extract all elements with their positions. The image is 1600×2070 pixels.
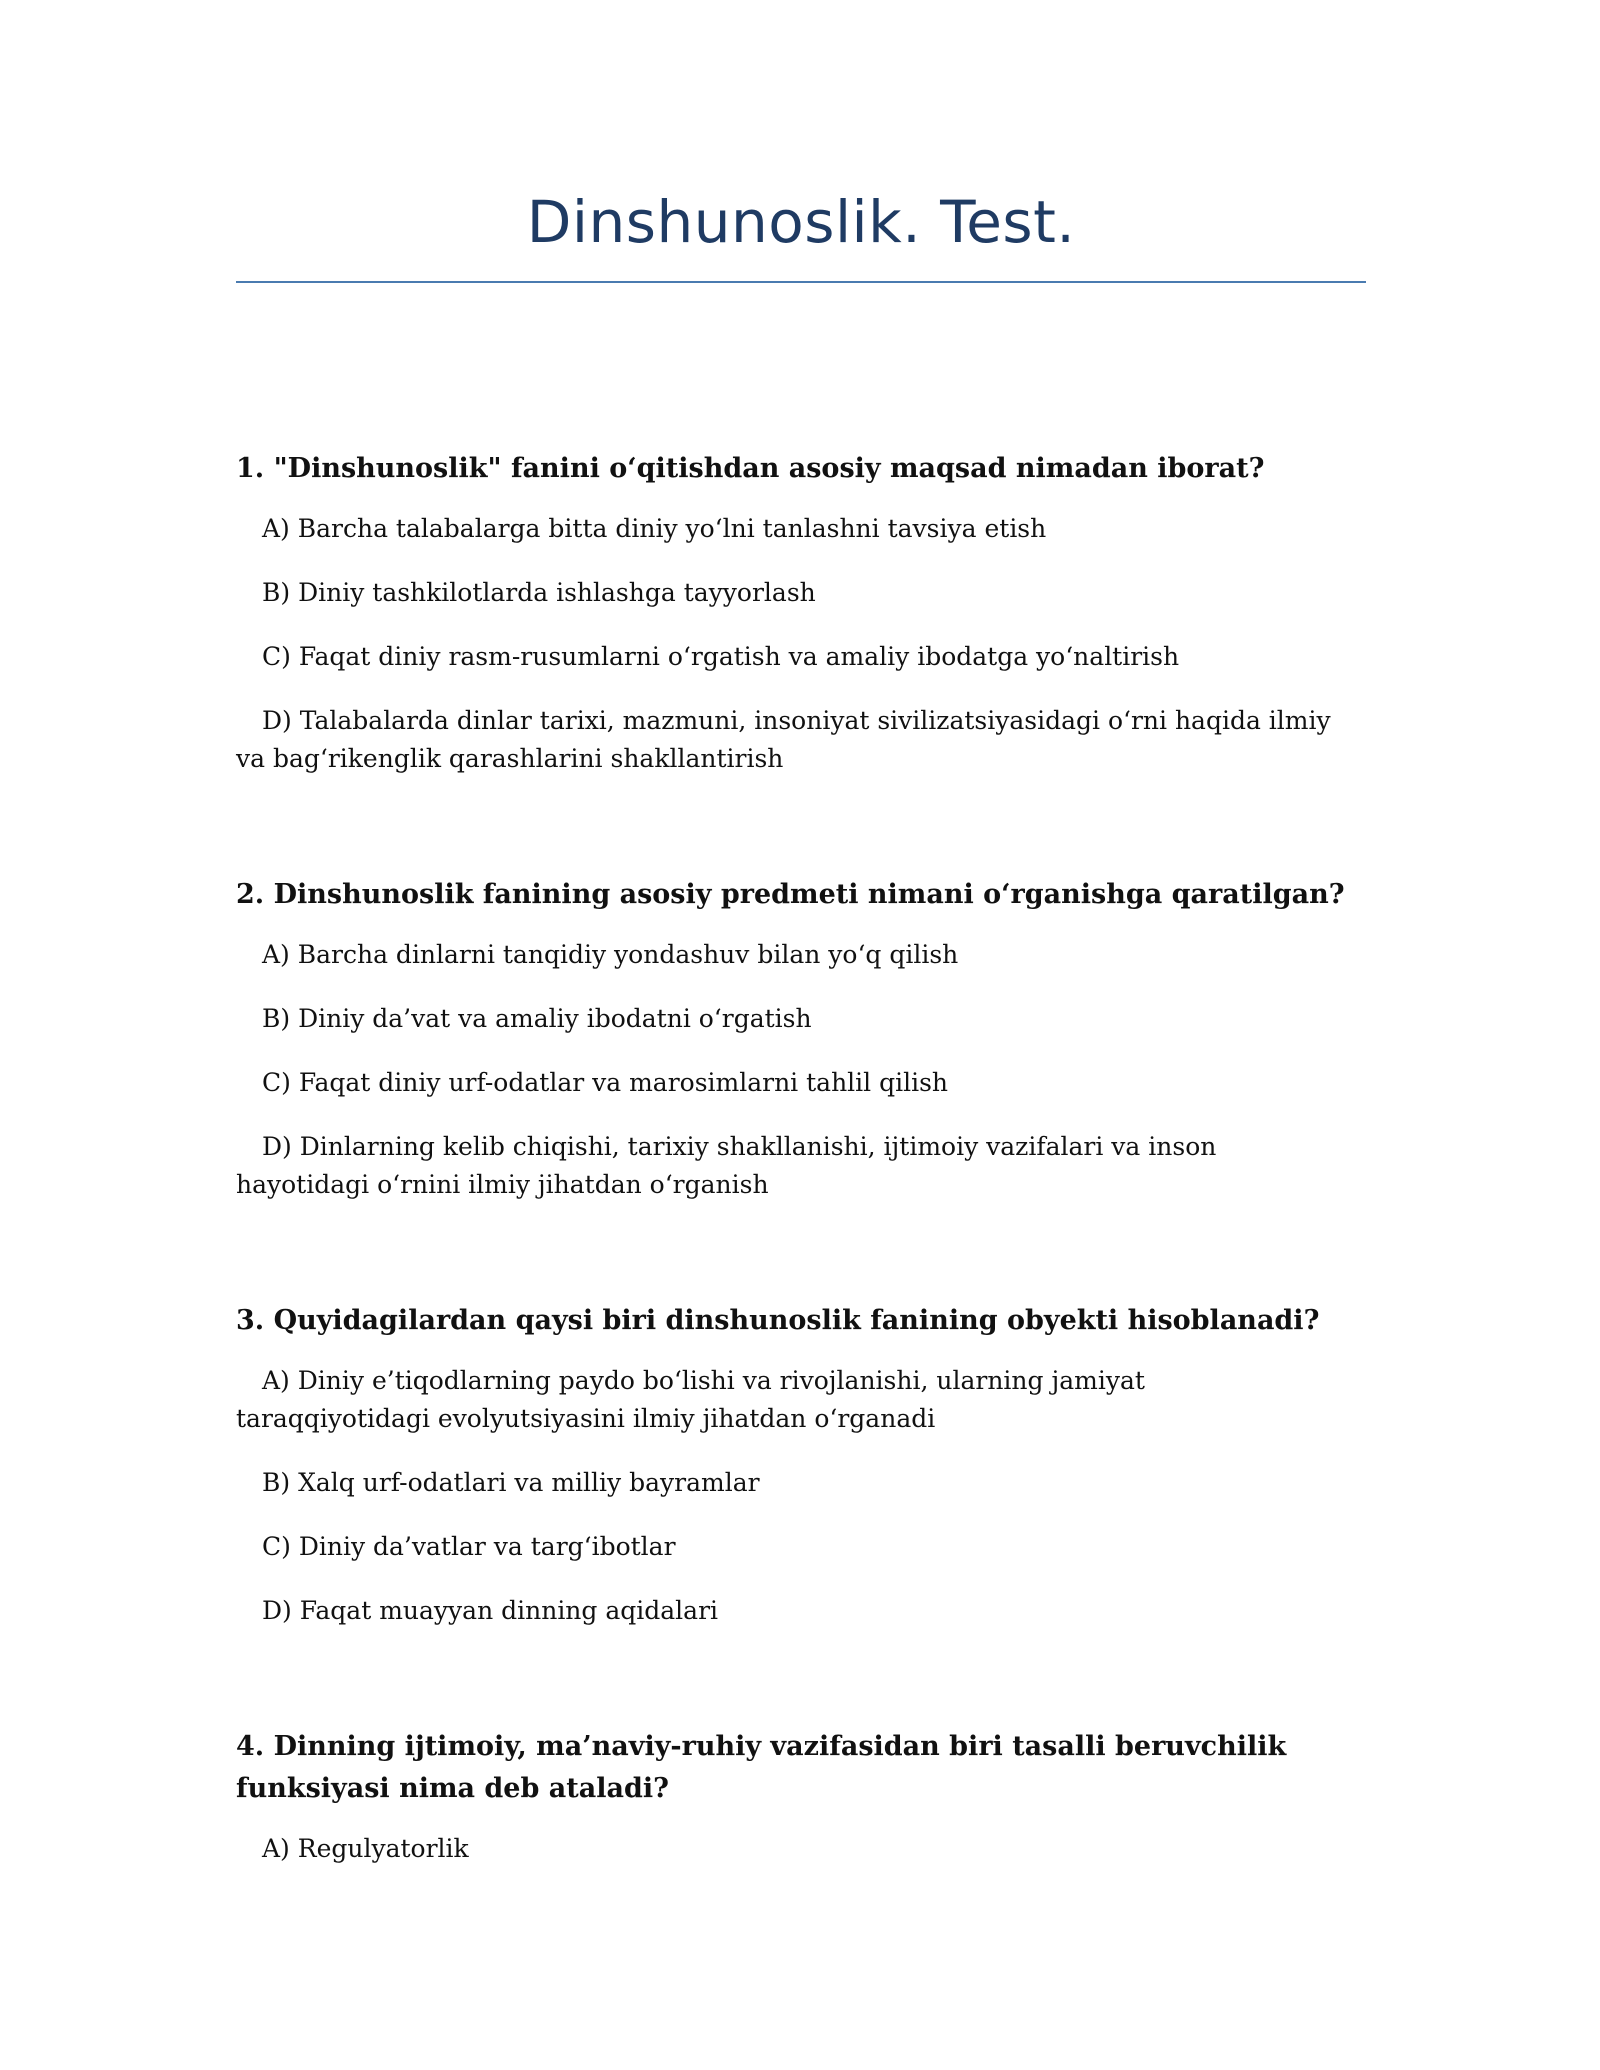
answer-option-b: B) Diniy tashkilotlarda ishlashga tayyorlash [262, 578, 816, 607]
answer-option-c: C) Faqat diniy rasm-rusumlarni o‘rgatish va amaliy ibodatga yo‘naltirish [262, 642, 1180, 671]
question-text: 1. "Dinshunoslik" fanini o‘qitishdan asosiy maqsad nimadan iborat? [236, 453, 1265, 484]
answer-option-b: B) Xalq urf-odatlari va milliy bayramlar [262, 1468, 760, 1497]
question-text: 4. Dinning ijtimoiy, ma’naviy-ruhiy vazifasidan biri tasalli beruvchilik funksiyasi nima deb ataladi? [236, 1731, 1287, 1804]
question-2 [236, 874, 1346, 1204]
answer-option-a: A) Barcha talabalarga bitta diniy yo‘lni tanlashni tavsiya etish [262, 514, 1047, 543]
answer-option-c: C) Diniy da’vatlar va targ‘ibotlar [262, 1532, 676, 1561]
answer-option-d: D) Talabalarda dinlar tarixi, mazmuni, insoniyat sivilizatsiyasidagi o‘rni haqida ilmiy va bag‘rikenglik qarashlarini shakllantirish [236, 706, 1331, 773]
question-list [236, 440, 1346, 1894]
document-title: Dinshunoslik. Test. [526, 188, 1076, 256]
answer-option-a: A) Barcha dinlarni tanqidiy yondashuv bilan yo‘q qilish [262, 940, 959, 969]
answer-option-b: B) Diniy da’vat va amaliy ibodatni o‘rgatish [262, 1004, 812, 1033]
answer-option-d: D) Faqat muayyan dinning aqidalari [262, 1596, 719, 1625]
question-3 [236, 1300, 1346, 1630]
question-text: 3. Quyidagilardan qaysi biri dinshunoslik fanining obyekti hisoblanadi? [236, 1305, 1320, 1336]
spacer [236, 1656, 1346, 1718]
question-4 [236, 1726, 1346, 1868]
question-1 [236, 448, 1346, 778]
question-text: 2. Dinshunoslik fanining asosiy predmeti nimani o‘rganishga qaratilgan? [236, 879, 1345, 910]
answer-option-a: A) Regulyatorlik [262, 1834, 469, 1863]
answer-option-c: C) Faqat diniy urf-odatlar va marosimlarni tahlil qilish [262, 1068, 949, 1097]
spacer [236, 804, 1346, 866]
answer-option-d: D) Dinlarning kelib chiqishi, tarixiy shakllanishi, ijtimoiy vazifalari va inson hayotidagi o‘rnini ilmiy jihatdan o‘rganish [236, 1132, 1217, 1199]
title-underline [236, 281, 1366, 283]
spacer [236, 1230, 1346, 1292]
answer-option-a: A) Diniy e’tiqodlarning paydo bo‘lishi va rivojlanishi, ularning jamiyat taraqqiyotidagi evolyutsiyasini ilmiy jihatdan o‘rganadi [236, 1366, 1145, 1433]
